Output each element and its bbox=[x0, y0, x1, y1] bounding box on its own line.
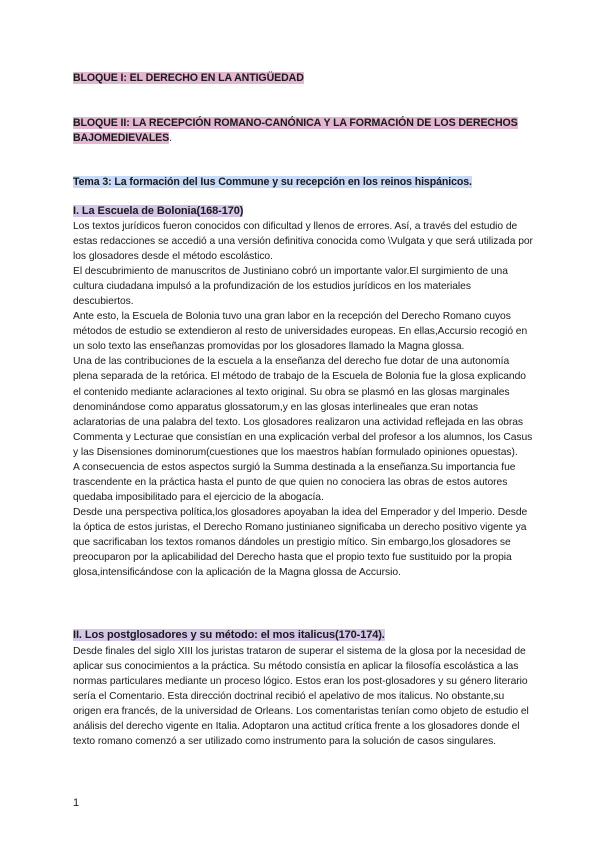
heading-tema-3-text: Tema 3: La formación del Ius Commune y su recepción en los reinos hispánicos. bbox=[73, 176, 472, 188]
heading-section-2 bbox=[73, 629, 385, 641]
paragraph: Desde finales del siglo XIII los juristas trataron de superar el sistema de la glosa por la necesidad de aplicar sus conocimientos a la práctica. Su método consistía en aplicar la filosofía escolástica a las normas particulares mediante un proceso lógico. Estos eran los post-glosadores y su género literario sería el Comentario. Esta dirección doctrinal recibió el apelativo de mos italicus. No obstante,su origen era francés, de la universidad de Orleans. Los comentaristas tenían como objeto de estudio el análisis del derecho vigente en Italia. Adoptaron una actitud crítica frente a los glosadores donde el texto romano comenzó a ser utilizado como instrumento para la solución de casos singulares. bbox=[73, 646, 529, 748]
heading-bloque-2-period: . bbox=[169, 132, 172, 144]
page-number: 1 bbox=[73, 797, 80, 809]
heading-bloque-1 bbox=[73, 72, 304, 84]
section-2-body bbox=[73, 644, 533, 749]
heading-section-1-text: I. La Escuela de Bolonia(168-170) bbox=[73, 205, 244, 217]
heading-bloque-2 bbox=[73, 116, 533, 146]
section-1-body bbox=[73, 219, 533, 580]
heading-bloque-2-text: BLOQUE II: LA RECEPCIÓN ROMANO-CANÓNICA Y LA FORMACIÓN DE LOS DERECHOS BAJOMEDIEVALES bbox=[73, 117, 518, 144]
heading-tema-3 bbox=[73, 176, 472, 188]
paragraph: Una de las contribuciones de la escuela a la enseñanza del derecho fue dotar de una autonomía plena separada de la retórica. El método de trabajo de la Escuela de Bolonia fue la glosa explicando el contenido mediante aclaraciones al texto original. Su obra se plasmó en las glosas marginales denominándose como apparatus glossatorum,y en las glosas interlineales que eran notas aclaratorias de una palabra del texto. Los glosadores realizaron una actividad reflejada en las obras Commenta y Lecturae que consistían en una explicación verbal del profesor a los alumnos, los Casus y las Disensiones dominorum(cuestiones que los maestros habían formulado opiniones opuestas). bbox=[73, 356, 533, 458]
heading-bloque-1-text: BLOQUE I: EL DERECHO EN LA ANTIGÜEDAD bbox=[73, 72, 304, 84]
paragraph: Desde una perspectiva política,los glosadores apoyaban la idea del Emperador y del Imperio. Desde la óptica de estos juristas, el Derecho Romano justinianeo significaba un derecho positivo vigente ya que sacrificaban los textos romanos dándoles un prestigio mítico. Sin embargo,los glosadores se preocuparon por la aplicabilidad del Derecho hasta que el propio texto fue sustituido por la propia glosa,intensificándose con la aplicación de la Magna glossa de Accursio. bbox=[73, 506, 528, 579]
heading-section-2-text: II. Los postglosadores y su método: el mos italicus(170-174). bbox=[73, 629, 385, 641]
heading-section-1 bbox=[73, 205, 243, 217]
paragraph: Los textos jurídicos fueron conocidos con dificultad y llenos de errores. Así, a través del estudio de estas redacciones se accedió a una versión definitiva conocida como \Vulgata y que será utilizada por los glosadores desde el método escolástico. bbox=[73, 221, 533, 263]
paragraph: Ante esto, la Escuela de Bolonia tuvo una gran labor en la recepción del Derecho Romano cuyos métodos de estudio se extendieron al resto de universidades europeas. En ellas,Accursio recogió en un solo texto las enseñanzas promovidas por los glosadores llamado la Magna glossa. bbox=[73, 311, 528, 353]
paragraph: El descubrimiento de manuscritos de Justiniano cobró un importante valor.El surgimiento de una cultura ciudadana impulsó a la profundización de los estudios jurídicos en los materiales descubiertos. bbox=[73, 266, 508, 308]
paragraph: A consecuencia de estos aspectos surgió la Summa destinada a la enseñanza.Su importancia fue trascendente en la práctica hasta el punto de que quien no conociera las obras de estos autores quedaba imposibilitado para el ejercicio de la abogacía. bbox=[73, 461, 516, 503]
